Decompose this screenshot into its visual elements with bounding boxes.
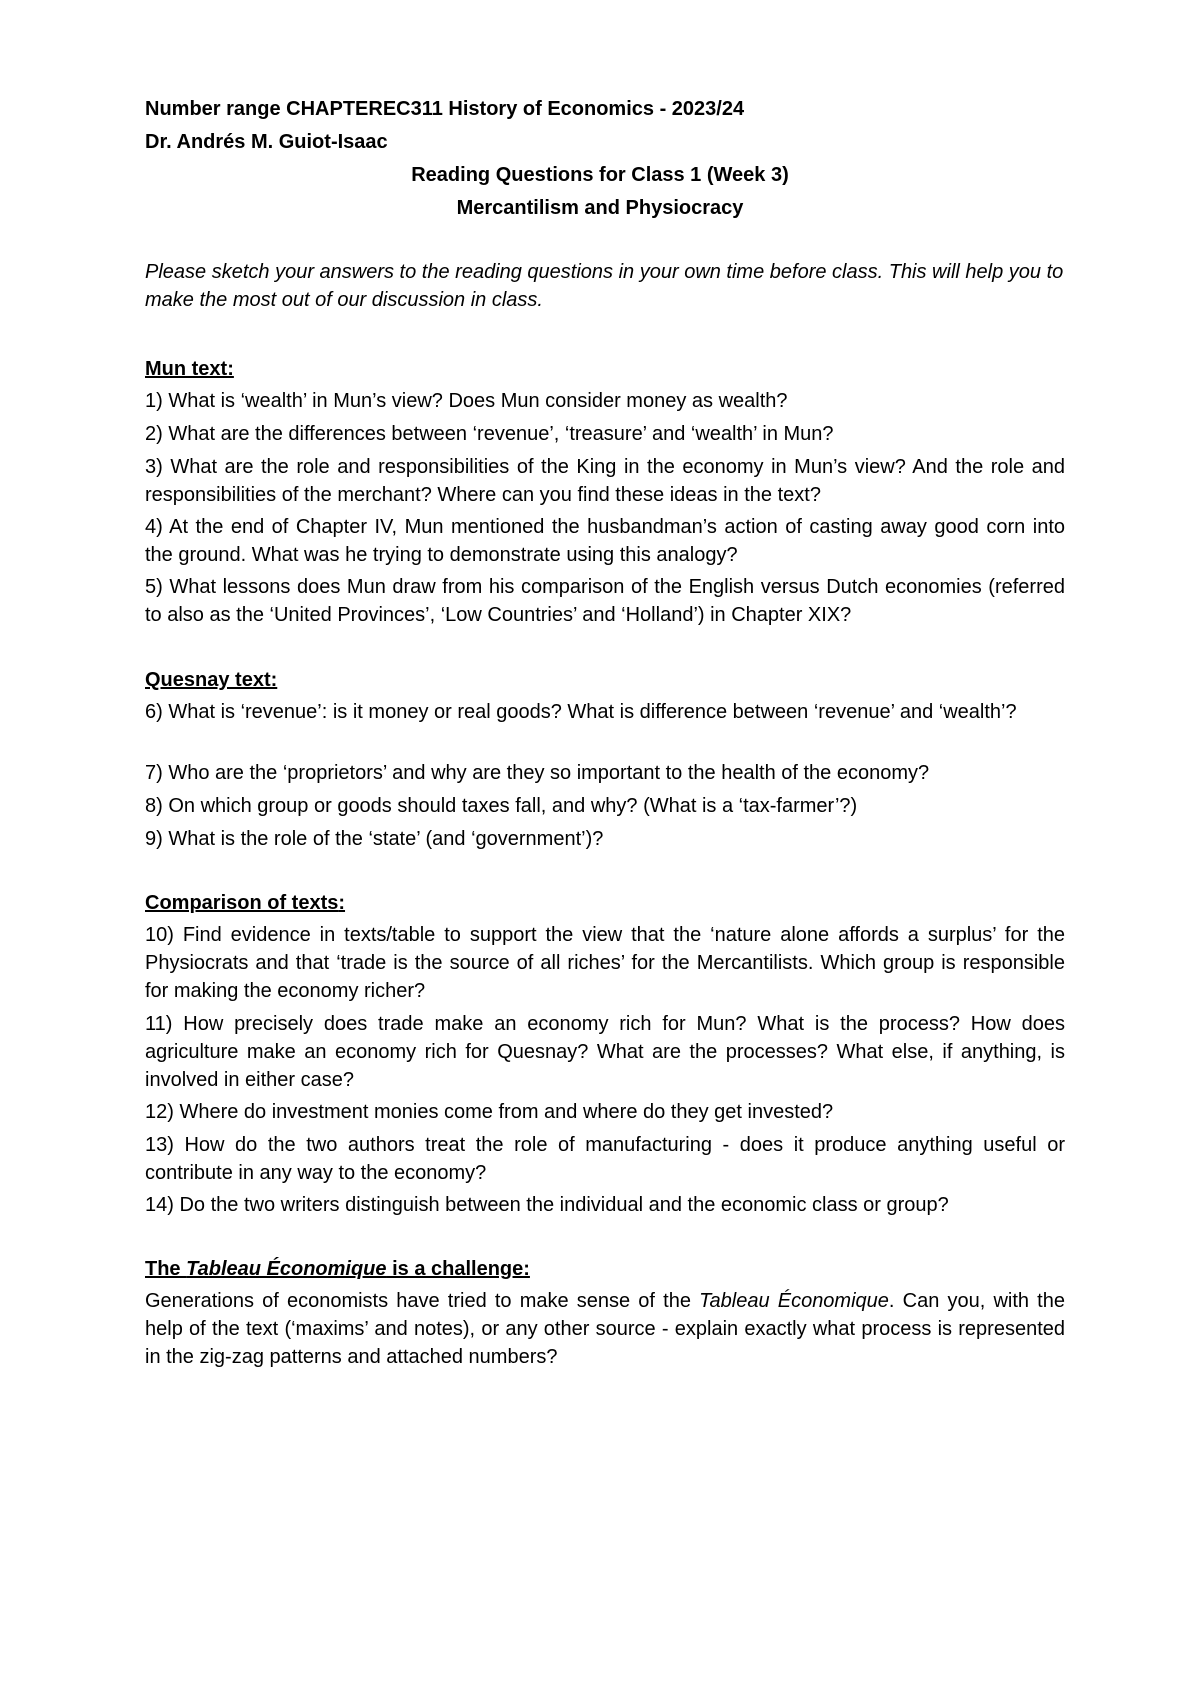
comparison-heading-text: Comparison of texts: [145, 892, 339, 914]
intro-paragraph: Please sketch your answers to the reading questions in your own time before class. This will help you to make the most out of our discussion in class.: [145, 261, 1064, 311]
comparison-heading: [145, 889, 345, 917]
question-2: 2) What are the differences between ‘revenue’, ‘treasure’ and ‘wealth’ in Mun?: [145, 423, 834, 445]
question-10: 10) Find evidence in texts/table to support the view that the ‘nature alone affords a surplus’ for the Physiocrats and that ‘trade is the source of all riches’ for the Mercantilists. Which group is responsible for making the economy richer?: [145, 924, 1065, 1002]
tableau-heading-post: is a challenge:: [386, 1258, 530, 1280]
question-8: 8) On which group or goods should taxes fall, and why? (What is a ‘tax-farmer’?): [145, 795, 858, 817]
question-14: 14) Do the two writers distinguish between the individual and the economic class or group?: [145, 1194, 949, 1216]
tableau-heading: [145, 1255, 530, 1283]
page-subtitle: Mercantilism and Physiocracy: [456, 197, 744, 219]
tableau-para-post: . Can you, with the help of the text (‘maxims’ and notes), or any other source - explain exactly what process is represented in the zig-zag patterns and attached numbers?: [145, 1290, 1065, 1368]
page-title: Reading Questions for Class 1 (Week 3): [411, 164, 789, 186]
tableau-paragraph: [145, 1287, 1065, 1371]
question-7: 7) Who are the ‘proprietors’ and why are they so important to the health of the economy?: [145, 762, 930, 784]
question-12: 12) Where do investment monies come from and where do they get invested?: [145, 1101, 834, 1123]
question-6: 6) What is ‘revenue’: is it money or real goods? What is difference between ‘revenue’ and ‘wealth’?: [145, 701, 1017, 723]
instructor-name: Dr. Andrés M. Guiot-Isaac: [145, 131, 388, 153]
comparison-heading-colon: :: [338, 892, 346, 914]
question-1: 1) What is ‘wealth’ in Mun’s view? Does Mun consider money as wealth?: [145, 390, 788, 412]
question-3: 3) What are the role and responsibilities of the King in the economy in Mun’s view? And the role and responsibilities of the merchant? Where can you find these ideas in the text?: [145, 456, 1065, 506]
tableau-heading-pre: The: [145, 1258, 187, 1280]
course-line: Number range CHAPTEREC311 History of Economics - 2023/24: [145, 98, 745, 120]
mun-heading: Mun text:: [145, 358, 234, 380]
question-4: 4) At the end of Chapter IV, Mun mentioned the husbandman’s action of casting away good corn into the ground. What was he trying to demonstrate using this analogy?: [145, 516, 1065, 566]
question-11: 11) How precisely does trade make an economy rich for Mun? What is the process? How does agriculture make an economy rich for Quesnay? What are the processes? What else, if anything, is involved in either case?: [145, 1013, 1065, 1091]
question-5: 5) What lessons does Mun draw from his comparison of the English versus Dutch economies (referred to also as the ‘United Provinces’, ‘Low Countries’ and ‘Holland’) in Chapter XIX?: [145, 576, 1065, 626]
question-13: 13) How do the two authors treat the role of manufacturing - does it produce anything useful or contribute in any way to the economy?: [145, 1134, 1065, 1184]
tableau-para-title: Tableau Économique: [699, 1290, 889, 1312]
tableau-para-pre: Generations of economists have tried to make sense of the: [145, 1290, 700, 1312]
tableau-heading-title: Tableau Économique: [186, 1258, 387, 1280]
question-9: 9) What is the role of the ‘state’ (and ‘government’)?: [145, 828, 604, 850]
quesnay-heading: Quesnay text:: [145, 669, 278, 691]
